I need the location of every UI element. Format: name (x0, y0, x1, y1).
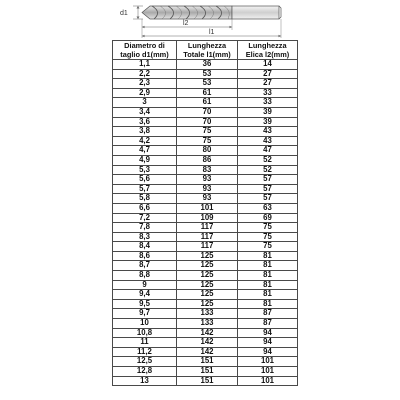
cell-flute-length: 75 (238, 223, 298, 233)
cell-flute-length: 81 (238, 280, 298, 290)
cell-flute-length: 81 (238, 290, 298, 300)
cell-diameter: 3,6 (113, 117, 177, 127)
table-row (113, 79, 298, 89)
table-row (113, 184, 298, 194)
cell-flute-length: 52 (238, 165, 298, 175)
cell-flute-length: 94 (238, 347, 298, 357)
cell-total-length: 142 (177, 347, 238, 357)
cell-total-length: 125 (177, 290, 238, 300)
cell-total-length: 93 (177, 175, 238, 185)
cell-flute-length: 27 (238, 79, 298, 89)
table-row (113, 107, 298, 117)
cell-flute-length: 94 (238, 338, 298, 348)
cell-flute-length: 39 (238, 117, 298, 127)
l2-label: l2 (183, 20, 189, 27)
header-total-length (177, 41, 238, 60)
header-flute-length (238, 41, 298, 60)
table-row (113, 223, 298, 233)
table-row (113, 117, 298, 127)
cell-flute-length: 27 (238, 69, 298, 79)
header-row (113, 41, 298, 60)
table-row (113, 165, 298, 175)
cell-diameter: 3 (113, 98, 177, 108)
cell-diameter: 2,3 (113, 79, 177, 89)
table-row (113, 146, 298, 156)
cell-diameter: 7,8 (113, 223, 177, 233)
cell-flute-length: 33 (238, 88, 298, 98)
cell-total-length: 133 (177, 319, 238, 329)
cell-total-length: 142 (177, 328, 238, 338)
cell-total-length: 36 (177, 60, 238, 70)
cell-total-length: 86 (177, 155, 238, 165)
cell-total-length: 75 (177, 136, 238, 146)
table-row (113, 60, 298, 70)
cell-total-length: 151 (177, 376, 238, 386)
cell-diameter: 8,7 (113, 261, 177, 271)
cell-total-length: 70 (177, 107, 238, 117)
cell-total-length: 133 (177, 309, 238, 319)
cell-diameter: 4,9 (113, 155, 177, 165)
cell-diameter: 9,4 (113, 290, 177, 300)
cell-total-length: 151 (177, 367, 238, 377)
cell-flute-length: 81 (238, 251, 298, 261)
table-row (113, 261, 298, 271)
cell-diameter: 9 (113, 280, 177, 290)
table-row (113, 98, 298, 108)
l1-dimension (142, 19, 281, 38)
d1-dimension (120, 6, 143, 19)
cell-total-length: 117 (177, 223, 238, 233)
table-row (113, 213, 298, 223)
cell-diameter: 11,2 (113, 347, 177, 357)
table-row (113, 136, 298, 146)
cell-flute-length: 81 (238, 299, 298, 309)
drill-specs-table (112, 40, 298, 386)
table-row (113, 280, 298, 290)
table-row (113, 376, 298, 386)
l1-label: l1 (209, 29, 215, 36)
table-row (113, 203, 298, 213)
cell-diameter: 5,6 (113, 175, 177, 185)
cell-total-length: 101 (177, 203, 238, 213)
cell-flute-length: 63 (238, 203, 298, 213)
cell-flute-length: 101 (238, 376, 298, 386)
header-flute-length-line2: Elica l2(mm) (245, 49, 290, 59)
cell-total-length: 117 (177, 232, 238, 242)
cell-diameter: 2,2 (113, 69, 177, 79)
table-row (113, 251, 298, 261)
table-row (113, 357, 298, 367)
cell-flute-length: 57 (238, 184, 298, 194)
drill-flute (142, 6, 232, 19)
cell-flute-length: 75 (238, 232, 298, 242)
cell-total-length: 80 (177, 146, 238, 156)
table-row (113, 155, 298, 165)
cell-diameter: 12,5 (113, 357, 177, 367)
header-diameter (113, 41, 177, 60)
cell-flute-length: 57 (238, 175, 298, 185)
header-diameter-line1: Diametro di (124, 41, 165, 51)
cell-total-length: 75 (177, 127, 238, 137)
table-row (113, 271, 298, 281)
cell-diameter: 2,9 (113, 88, 177, 98)
drill-diagram (0, 0, 400, 40)
cell-total-length: 61 (177, 98, 238, 108)
cell-diameter: 3,4 (113, 107, 177, 117)
cell-diameter: 4,7 (113, 146, 177, 156)
cell-diameter: 10 (113, 319, 177, 329)
cell-flute-length: 87 (238, 319, 298, 329)
header-flute-length-line1: Lunghezza (248, 41, 287, 51)
cell-total-length: 125 (177, 299, 238, 309)
cell-total-length: 125 (177, 271, 238, 281)
cell-diameter: 13 (113, 376, 177, 386)
cell-flute-length: 39 (238, 107, 298, 117)
cell-total-length: 151 (177, 357, 238, 367)
cell-diameter: 8,4 (113, 242, 177, 252)
table-row (113, 319, 298, 329)
table-row (113, 88, 298, 98)
cell-flute-length: 81 (238, 261, 298, 271)
cell-diameter: 1,1 (113, 60, 177, 70)
cell-diameter: 11 (113, 338, 177, 348)
cell-total-length: 93 (177, 184, 238, 194)
cell-diameter: 6,6 (113, 203, 177, 213)
table-row (113, 338, 298, 348)
cell-diameter: 8,3 (113, 232, 177, 242)
cell-total-length: 61 (177, 88, 238, 98)
cell-total-length: 53 (177, 79, 238, 89)
table-row (113, 309, 298, 319)
cell-diameter: 10,8 (113, 328, 177, 338)
cell-total-length: 93 (177, 194, 238, 204)
table-row (113, 232, 298, 242)
cell-diameter: 8,8 (113, 271, 177, 281)
header-total-length-line1: Lunghezza (187, 41, 227, 51)
cell-flute-length: 94 (238, 328, 298, 338)
cell-flute-length: 52 (238, 155, 298, 165)
table-body (113, 60, 298, 386)
cell-diameter: 5,7 (113, 184, 177, 194)
cell-flute-length: 43 (238, 136, 298, 146)
cell-flute-length: 87 (238, 309, 298, 319)
cell-total-length: 125 (177, 251, 238, 261)
cell-diameter: 7,2 (113, 213, 177, 223)
table-row (113, 347, 298, 357)
cell-flute-length: 14 (238, 60, 298, 70)
cell-total-length: 117 (177, 242, 238, 252)
table-header (113, 41, 298, 60)
cell-flute-length: 33 (238, 98, 298, 108)
table-row (113, 127, 298, 137)
cell-flute-length: 101 (238, 357, 298, 367)
cell-diameter: 5,3 (113, 165, 177, 175)
l2-dimension (142, 19, 232, 30)
table-row (113, 367, 298, 377)
cell-diameter: 9,5 (113, 299, 177, 309)
header-diameter-line2: taglio d1(mm) (120, 49, 169, 59)
cell-total-length: 83 (177, 165, 238, 175)
cell-total-length: 125 (177, 261, 238, 271)
table-row (113, 69, 298, 79)
cell-diameter: 12,8 (113, 367, 177, 377)
cell-total-length: 142 (177, 338, 238, 348)
d1-label: d1 (120, 10, 128, 17)
cell-total-length: 70 (177, 117, 238, 127)
table-row (113, 242, 298, 252)
cell-diameter: 9,7 (113, 309, 177, 319)
cell-diameter: 3,8 (113, 127, 177, 137)
cell-flute-length: 75 (238, 242, 298, 252)
cell-flute-length: 101 (238, 367, 298, 377)
drill-bit-drawing (0, 0, 400, 40)
table-row (113, 328, 298, 338)
cell-total-length: 53 (177, 69, 238, 79)
cell-diameter: 8,6 (113, 251, 177, 261)
table-row (113, 290, 298, 300)
cell-flute-length: 69 (238, 213, 298, 223)
header-total-length-line2: Totale l1(mm) (183, 49, 231, 59)
table-row (113, 175, 298, 185)
cell-flute-length: 47 (238, 146, 298, 156)
cell-flute-length: 43 (238, 127, 298, 137)
cell-total-length: 109 (177, 213, 238, 223)
cell-total-length: 125 (177, 280, 238, 290)
cell-flute-length: 81 (238, 271, 298, 281)
cell-diameter: 5,8 (113, 194, 177, 204)
table-row (113, 194, 298, 204)
table-row (113, 299, 298, 309)
cell-diameter: 4,2 (113, 136, 177, 146)
cell-flute-length: 57 (238, 194, 298, 204)
drill-shank (232, 6, 281, 19)
